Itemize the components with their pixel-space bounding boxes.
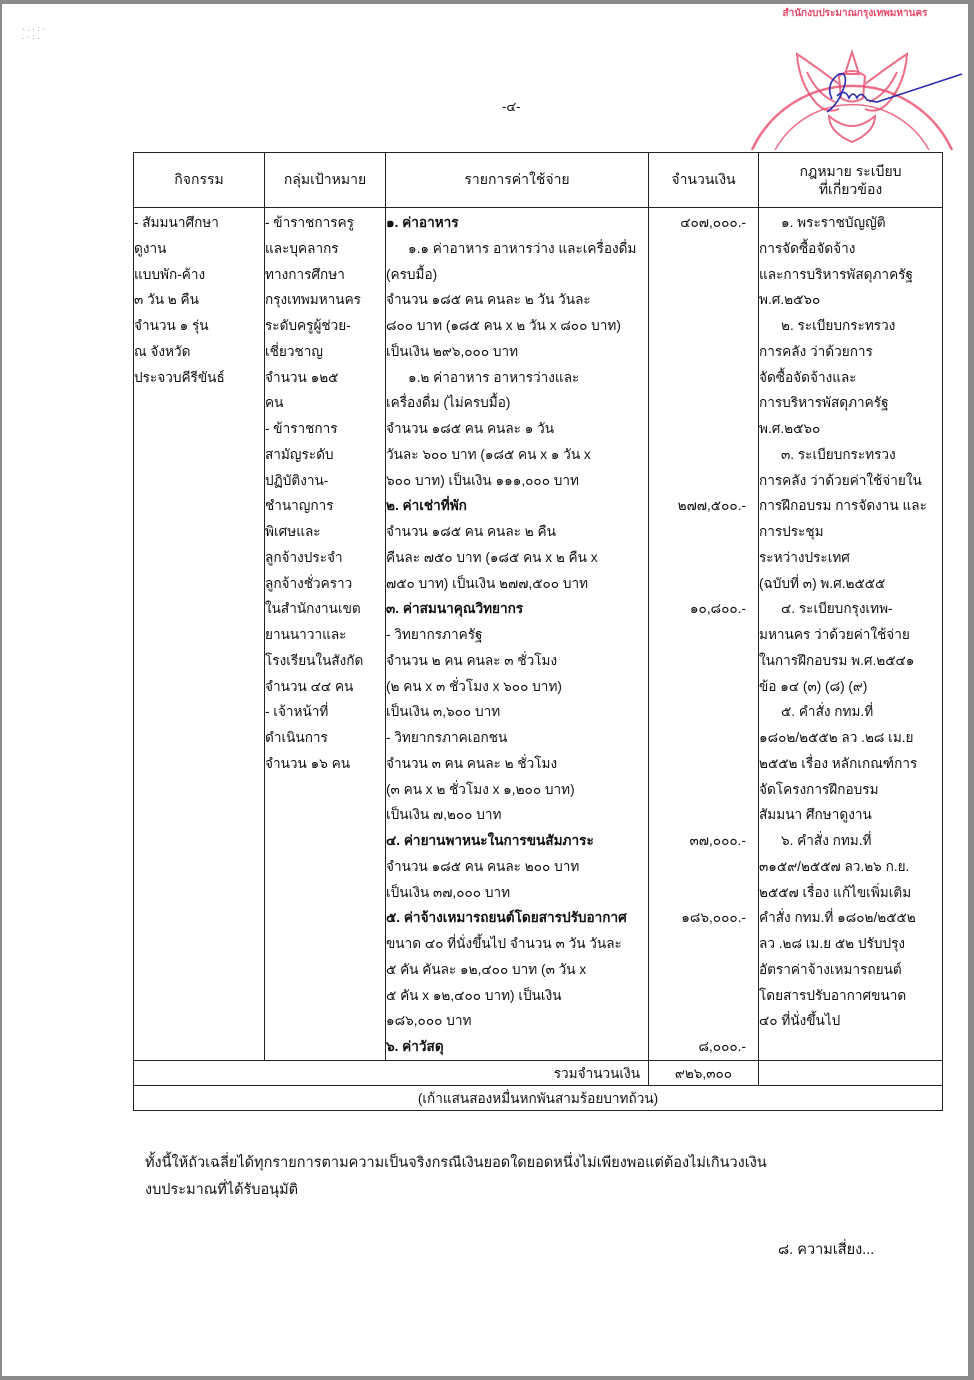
amount-line — [649, 313, 758, 339]
expense-line: คืนละ ๗๕๐ บาท (๑๘๕ คน x ๒ คืน x — [386, 549, 598, 565]
official-seal-stamp — [737, 10, 967, 150]
amount-line — [649, 622, 758, 648]
expense-line: เป็นเงิน ๗,๒๐๐ บาท — [386, 807, 502, 823]
amount-line — [649, 802, 758, 828]
regulation-line: ๕. คำสั่ง กทม.ที่ — [781, 704, 874, 720]
target-group-line: - ข้าราชการ — [265, 421, 338, 436]
amount-line — [649, 931, 758, 957]
table-body-row — [134, 208, 943, 1061]
amount-line — [649, 365, 758, 391]
amount-line — [649, 339, 758, 365]
activity-line: แบบพัก-ค้าง — [134, 266, 206, 282]
target-group-line: ในสำนักงานเขต — [265, 601, 361, 617]
document-page — [2, 4, 968, 1376]
expense-line: จำนวน ๑๘๕ คน คนละ ๒๐๐ บาท — [386, 858, 580, 874]
regulation-line: สัมมนา ศึกษาดูงาน — [759, 807, 872, 823]
header-amount: จำนวนเงิน — [649, 153, 759, 208]
amount-line — [649, 236, 758, 262]
regulation-line: การประชุม — [759, 524, 824, 539]
target-group-line: และบุคลากร — [265, 240, 339, 256]
expense-line: จำนวน ๑๘๕ คน คนละ ๒ คืน — [386, 524, 556, 539]
expense-line: ๕ คัน คันละ ๑๒,๔๐๐ บาท (๓ วัน x — [386, 961, 587, 977]
regulation-line: ๑. พระราชบัญญัติ — [781, 215, 886, 230]
total-value: ๙๒๖,๓๐๐ — [649, 1060, 759, 1085]
budget-note — [145, 1150, 845, 1204]
regulation-line: พ.ศ.๒๕๖๐ — [759, 292, 821, 308]
note-line-2: งบประมาณที่ได้รับอนุมัติ — [145, 1182, 299, 1198]
amount-line — [649, 983, 758, 1009]
regulation-line: จัดซื้อจัดจ้างและ — [759, 369, 857, 385]
scan-specks: ·.·:· .·:. — [22, 26, 48, 41]
amount-line — [649, 1008, 758, 1034]
target-group-line: สามัญระดับ — [265, 446, 334, 462]
amount-line — [649, 777, 758, 803]
total-label: รวมจำนวนเงิน — [134, 1060, 649, 1085]
expense-line: (๒ คน x ๓ ชั่วโมง x ๖๐๐ บาท) — [386, 678, 562, 694]
total-words-row — [134, 1085, 943, 1110]
target-group-line: คน — [265, 395, 284, 411]
amount-line — [649, 545, 758, 571]
regulation-line: ข้อ ๑๔ (๓) (๘) (๙) — [759, 678, 868, 694]
regulation-line: ๓. ระเบียบกระทรวง — [781, 446, 896, 462]
amount-line — [649, 287, 758, 313]
regulation-line: ๖. คำสั่ง กทม.ที่ — [781, 833, 872, 848]
expense-line: ๕. ค่าจ้างเหมารถยนต์โดยสารปรับอากาศ — [386, 910, 627, 926]
note-line-1: ทั้งนี้ให้ถัวเฉลี่ยได้ทุกรายการตามความเป็นจริงกรณีเงินยอดใดยอดหนึ่งไม่เพียงพอแต่ต้องไม่เกินวงเงิน — [145, 1155, 767, 1171]
amount-line — [649, 390, 758, 416]
amount-line: ๓๗,๐๐๐.- — [689, 833, 746, 848]
expense-line: (ครบมื้อ) — [386, 266, 438, 282]
target-group-line: - ข้าราชการครู — [265, 215, 354, 230]
header-regulations-line1: กฎหมาย ระเบียบ — [799, 163, 902, 179]
target-group-line: ระดับครูผู้ช่วย- — [265, 318, 351, 333]
activity-line: จำนวน ๑ รุ่น — [134, 318, 209, 333]
expense-line: เป็นเงิน ๓๗,๐๐๐ บาท — [386, 884, 511, 900]
amount-line — [649, 519, 758, 545]
regulation-line: มหานคร ว่าด้วยค่าใช้จ่าย — [759, 627, 910, 642]
target-group-line: ลูกจ้างประจำ — [265, 549, 343, 565]
activity-line: - สัมมนาศึกษา — [134, 215, 219, 230]
seal-text: สำนักงบประมาณกรุงเทพมหานคร — [782, 8, 928, 19]
regulation-line: การคลัง ว่าด้วยค่าใช้จ่ายใน — [759, 472, 922, 488]
expense-line: จำนวน ๒ คน คนละ ๓ ชั่วโมง — [386, 652, 558, 668]
expense-line: ๑๘๖,๐๐๐ บาท — [386, 1013, 472, 1029]
expense-line: ๘๐๐ บาท (๑๘๕ คน x ๒ วัน x ๘๐๐ บาท) — [386, 318, 621, 333]
budget-table — [133, 152, 943, 1111]
expense-line: จำนวน ๑๘๕ คน คนละ ๒ วัน วันละ — [386, 292, 591, 308]
target-group-line: กรุงเทพมหานคร — [265, 292, 361, 308]
amount-line — [649, 725, 758, 751]
target-group-line: ชำนาญการ — [265, 498, 334, 514]
regulation-line: ๑๘๐๒/๒๕๕๒ ลว .๒๘ เม.ย — [759, 730, 914, 745]
expense-line: เป็นเงิน ๓,๖๐๐ บาท — [386, 704, 501, 720]
regulation-line: การคลัง ว่าด้วยการ — [759, 343, 873, 359]
expense-line: ขนาด ๔๐ ที่นั่งขึ้นไป จำนวน ๓ วัน วันละ — [386, 936, 622, 951]
amount-line — [649, 262, 758, 288]
amount-line — [649, 957, 758, 983]
expense-line: ๖๐๐ บาท) เป็นเงิน ๑๑๑,๐๐๐ บาท — [386, 472, 580, 488]
expense-line: ๑.๒ ค่าอาหาร อาหารว่างและ — [408, 369, 580, 385]
header-regulations-line2: ที่เกี่ยวข้อง — [818, 181, 883, 197]
regulation-line: คำสั่ง กทม.ที่ ๑๘๐๒/๒๕๕๒ — [759, 910, 916, 926]
amount-line — [649, 416, 758, 442]
regulation-line: ๒๕๕๗ เรื่อง แก้ไขเพิ่มเติม — [759, 884, 912, 900]
expense-line: เป็นเงิน ๒๙๖,๐๐๐ บาท — [386, 343, 519, 359]
continuation-text: ๘. ความเสี่ยง... — [778, 1242, 875, 1258]
regulation-line: ๔๐ ที่นั่งขึ้นไป — [759, 1013, 841, 1029]
target-group-line: ปฏิบัติงาน- — [265, 472, 329, 488]
activity-line: ประจวบคีรีขันธ์ — [134, 369, 225, 385]
amount-line — [649, 468, 758, 494]
target-group-line: จำนวน ๑๖ คน — [265, 755, 351, 771]
expense-line: ๕ คัน x ๑๒,๔๐๐ บาท) เป็นเงิน — [386, 987, 562, 1003]
expense-line: วันละ ๖๐๐ บาท (๑๘๕ คน x ๑ วัน x — [386, 446, 591, 462]
total-in-words: (เก้าแสนสองหมื่นหกพันสามร้อยบาทถ้วน) — [134, 1085, 943, 1110]
regulations-cell — [759, 208, 943, 1061]
regulation-line: จัดโครงการฝึกอบรม — [759, 781, 879, 797]
regulation-line: ในการฝึกอบรม พ.ศ.๒๕๔๑ — [759, 652, 915, 668]
target-group-line: พิเศษและ — [265, 524, 321, 539]
target-group-line: จำนวน ๔๔ คน — [265, 678, 354, 694]
regulation-line: ระหว่างประเทศ — [759, 549, 850, 565]
page-number: -๔- — [502, 99, 521, 114]
expense-items-cell — [386, 208, 649, 1061]
total-row — [134, 1060, 943, 1085]
expense-line: - วิทยากรภาครัฐ — [386, 627, 483, 642]
expense-line: ๔. ค่ายานพาหนะในการขนสัมภาระ — [386, 833, 594, 848]
activity-line: ดูงาน — [134, 240, 167, 256]
target-group-line: - เจ้าหน้าที่ — [265, 704, 329, 720]
regulation-line: พ.ศ.๒๕๖๐ — [759, 421, 821, 436]
activity-line: ๓ วัน ๒ คืน — [134, 292, 199, 308]
regulation-line: ลว .๒๘ เม.ย ๕๒ ปรับปรุง — [759, 936, 906, 951]
amount-line — [649, 571, 758, 597]
header-activity: กิจกรรม — [134, 153, 265, 208]
amount-line: ๘,๐๐๐.- — [698, 1039, 746, 1054]
expense-line: (๓ คน x ๒ ชั่วโมง x ๑,๒๐๐ บาท) — [386, 781, 575, 797]
activity-line: ณ จังหวัด — [134, 343, 191, 359]
amount-cell — [649, 208, 759, 1061]
regulation-line: ๒. ระเบียบกระทรวง — [781, 318, 896, 333]
header-regulations — [759, 153, 943, 208]
table-header-row — [134, 153, 943, 208]
amount-line — [649, 648, 758, 674]
expense-line: ๗๕๐ บาท) เป็นเงิน ๒๗๗,๕๐๐ บาท — [386, 575, 589, 591]
activity-cell — [134, 208, 265, 1061]
amount-line: ๑๐,๘๐๐.- — [689, 601, 746, 617]
expense-line: - วิทยากรภาคเอกชน — [386, 730, 508, 745]
regulation-line: และการบริหารพัสดุภาครัฐ — [759, 266, 913, 282]
target-group-cell — [265, 208, 386, 1061]
amount-line — [649, 699, 758, 725]
header-target-group: กลุ่มเป้าหมาย — [265, 153, 386, 208]
regulation-line: โดยสารปรับอากาศขนาด — [759, 987, 907, 1003]
target-group-line: ทางการศึกษา — [265, 266, 345, 282]
regulation-line: การฝึกอบรม การจัดงาน และ — [759, 498, 927, 514]
regulation-line: อัตราค่าจ้างเหมารถยนต์ — [759, 961, 902, 977]
expense-line: ๑.๑ ค่าอาหาร อาหารว่าง และเครื่องดื่ม — [408, 240, 637, 256]
header-expense-items: รายการค่าใช้จ่าย — [386, 153, 649, 208]
target-group-line: โรงเรียนในสังกัด — [265, 652, 364, 668]
target-group-line: ยานนาวาและ — [265, 627, 347, 642]
regulation-line: ๓๑๕๙/๒๕๕๗ ลว.๒๖ ก.ย. — [759, 858, 910, 874]
expense-line: ๒. ค่าเช่าที่พัก — [386, 498, 467, 514]
amount-line — [649, 854, 758, 880]
expense-line: จำนวน ๓ คน คนละ ๒ ชั่วโมง — [386, 755, 558, 771]
amount-line — [649, 880, 758, 906]
expense-line: ๑. ค่าอาหาร — [386, 215, 459, 230]
amount-line: ๒๗๗,๕๐๐.- — [677, 498, 746, 514]
target-group-line: ลูกจ้างชั่วคราว — [265, 575, 353, 591]
total-empty-cell — [759, 1060, 943, 1085]
amount-line — [649, 751, 758, 777]
target-group-line: เชี่ยวชาญ — [265, 343, 323, 359]
regulation-line: การจัดซื้อจัดจ้าง — [759, 240, 856, 256]
regulation-line: (ฉบับที่ ๓) พ.ศ.๒๕๕๕ — [759, 575, 886, 591]
amount-line: ๑๘๖,๐๐๐.- — [681, 910, 746, 926]
expense-line: เครื่องดื่ม (ไม่ครบมื้อ) — [386, 395, 511, 411]
regulation-line: ๔. ระเบียบกรุงเทพ- — [781, 601, 893, 617]
expense-line: ๓. ค่าสมนาคุณวิทยากร — [386, 601, 524, 617]
regulation-line: การบริหารพัสดุภาครัฐ — [759, 395, 889, 411]
expense-line: ๖. ค่าวัสดุ — [386, 1039, 444, 1054]
amount-line — [649, 442, 758, 468]
amount-line — [649, 674, 758, 700]
target-group-line: ดำเนินการ — [265, 730, 328, 745]
regulation-line: ๒๕๕๒ เรื่อง หลักเกณฑ์การ — [759, 755, 918, 771]
expense-line: จำนวน ๑๘๕ คน คนละ ๑ วัน — [386, 421, 555, 436]
target-group-line: จำนวน ๑๒๕ — [265, 369, 339, 385]
amount-line: ๔๐๗,๐๐๐.- — [680, 215, 746, 230]
